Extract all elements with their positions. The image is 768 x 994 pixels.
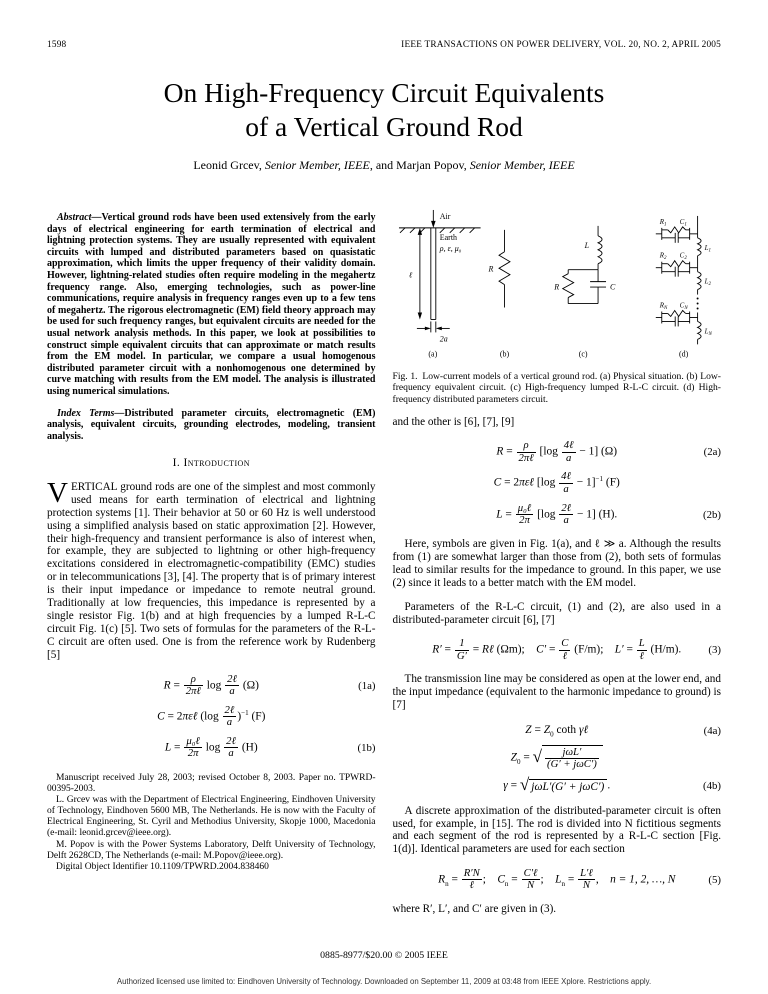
earth-label: Earth: [439, 232, 457, 242]
paper-title-line-1: On High-Frequency Circuit Equivalents: [163, 77, 605, 108]
authors-line: [47, 158, 721, 173]
author-1-sep: ,: [258, 158, 265, 173]
equation-group-2: [393, 440, 722, 526]
equation-group-4: [393, 724, 722, 794]
footnote-author-2: M. Popov is with the Power Systems Laboratory, Delft University of Technology, Delft 2628CD, The Netherlands (e-mail: M.Popov@ieee.org).: [47, 839, 376, 861]
soil-parameters-label: ρ, ε, μ₀: [439, 243, 461, 253]
paragraph-transmission-line: The transmission line may be considered as open at the lower end, and the input impedance (equivalent to the harmonic impedance to ground) is [7]: [392, 673, 721, 712]
subfigure-d-drawing: [655, 216, 700, 344]
inductor-c-label: L: [584, 240, 589, 250]
page-content: [47, 40, 721, 927]
equation-1b-body: L = $\frac{\text{μ₀ℓ}}{2\pi}$ log $\frac{\text{2ℓ}}{a}$ (H): [164, 734, 258, 760]
figure-caption-label: Fig. 1.: [392, 370, 418, 382]
index-terms: [47, 408, 376, 443]
paragraph-here-symbols: Here, symbols are given in Fig. 1(a), and ℓ ≫ a. Although the results from (1) are somewhat larger than those from (2), both sets of formulas lead to similar results for the impedance to ground. In this paper, we use (2) since it leads to a better match with the EM model.: [392, 537, 721, 589]
equation-2b: [393, 503, 722, 527]
equation-1a-tag: (1a): [358, 679, 376, 692]
running-header: [47, 40, 721, 50]
equation-4a-body: $Z = Z_0$ coth γℓ: [525, 723, 589, 738]
two-column-body: [47, 202, 721, 927]
capacitor-c-label: C: [609, 282, 615, 292]
resistor-b-label: R: [488, 264, 493, 274]
inductor-2-label: $L_2$: [704, 277, 711, 288]
first-page-footnotes: [47, 773, 376, 873]
subfigure-b-label: (b): [499, 349, 509, 359]
equation-1-c-body: C = 2πεℓ (log $\frac{\text{2ℓ}}{a}$ )$^{-1}$ (F): [157, 703, 266, 729]
rod-diameter-label: 2a: [439, 334, 448, 344]
capacitor-2-label: $C_2$: [679, 251, 687, 262]
footnote-doi: Digital Object Identifier 10.1109/TPWRD.2004.838460: [56, 861, 269, 872]
equation-group-1: [47, 674, 376, 760]
equation-1a-body: R = $\frac{\rho}{\text{2πℓ}}$ log $\frac{\text{2ℓ}}{a}$ (Ω): [163, 672, 259, 698]
capacitor-1-label: $C_1$: [679, 217, 687, 228]
left-column: [47, 202, 376, 927]
equation-1b: [47, 736, 376, 760]
equation-2-c-body: C = 2πεℓ [log $\frac{\text{4ℓ}}{a}$ − 1]$^{-1}$ (F): [493, 470, 620, 495]
paragraph-discrete-approximation: A discrete approximation of the distributed-parameter circuit is often used, for example, in [15]. The rod is divided into N fictitious segments and each segment of the rod is represented by a R-L-C section [Fig. 1(d)]. Identical parameters are used for each section: [392, 804, 721, 856]
equation-2a-tag: (2a): [703, 446, 721, 459]
air-label: Air: [439, 212, 450, 222]
abstract-label: Abstract—: [57, 212, 102, 224]
paragraph-where: where R′, L′, and C′ are given in (3).: [392, 902, 557, 915]
page-number: 1598: [47, 40, 67, 50]
equation-5: [393, 868, 722, 892]
section-heading-introduction: I. Introduction: [172, 456, 250, 470]
author-1-name: Leonid Grcev: [193, 158, 259, 173]
paragraph-other-formulas: and the other is [6], [7], [9]: [392, 416, 515, 429]
intro-text: ERTICAL ground rods are one of the simplest and most commonly used means for earth termination of electrical and lightning protection systems [1]. Their behavior at 50 or 60 Hz is well understood using a simplified analysis based on static approximation [2]. However, their high-frequency and transient performance is also of interest when, for example, they are subjected to lightning or other high-frequency excitations considered in electromagnetic-compatibility (EMC) studies or in telecommunications [3], [4]. The property that is of primary interest is their input impedance or impedance to remote neutral ground. Traditionally at low frequencies, this impedance is represented by a single resistor Fig. 1(b) and at high frequencies by a lumped R-L-C circuit Fig. 1(c) [5]. Two sets of formulas for the parameters of the R-L-C circuit are often used. One is from the reference work by Rudenberg [5]: [47, 480, 376, 662]
paragraph-parameters: Parameters of the R-L-C circuit, (1) and (2), are also used in a distributed-parameter circuit [6], [7]: [392, 600, 721, 626]
equation-4b-gamma-body: γ = √ jωL′(G′ + jωC′) .: [503, 774, 611, 794]
equation-2b-body: L = $\frac{\text{μ₀ℓ}}{2\pi}$ [log $\frac{\text{2ℓ}}{a}$ − 1] (H).: [496, 501, 618, 527]
equation-1a: [47, 674, 376, 698]
equation-3-tag: (3): [708, 644, 721, 657]
equation-2a: [393, 440, 722, 464]
equation-4a-tag: (4a): [703, 724, 721, 737]
journal-title: IEEE TRANSACTIONS ON POWER DELIVERY, VOL. 20, NO. 2, APRIL 2005: [401, 40, 721, 50]
footnote-manuscript: Manuscript received July 28, 2003; revised October 8, 2003. Paper no. TPWRD-00395-2003.: [47, 772, 376, 795]
equation-4b-gamma-tag: (4b): [703, 779, 721, 792]
resistor-n-label: $R_N$: [659, 301, 667, 312]
subfigure-c-label: (c): [578, 349, 588, 359]
figure-caption-text: Low-current models of a vertical ground rod. (a) Physical situation. (b) Low-frequency equivalent circuit. (c) High-frequency lumped R-L-C circuit. (d) High-frequency distributed parameters circuit.: [392, 370, 721, 405]
author-2-sep: ,: [463, 158, 470, 173]
subfigure-d-label: (d): [678, 349, 688, 359]
resistor-2-label: $R_2$: [659, 251, 667, 262]
footnote-author-1: L. Grcev was with the Department of Electrical Engineering, Eindhoven University of Technology, Eindhoven 5600 MB, The Netherlands. He is now with the Faculty of Electrical Engineering, St. Cyril and Methodius University, Skopje 1000, Macedonia (e-mail: leonid.grcev@ieee.org).: [47, 795, 376, 839]
author-2-membership: Senior Member, IEEE: [469, 158, 575, 173]
equation-5-body: $R_n$ = $\frac{R'N}{\text{ℓ}}$ ; $C_n$ = $\frac{\text{C′ℓ}}{N}$ ; $L_n$ = $\frac{\text{L′ℓ}}{N}$ , n = 1, 2, …, N: [438, 866, 676, 892]
equation-1-c: [47, 705, 376, 729]
equation-3: [393, 638, 722, 662]
inductor-n-label: $L_N$: [704, 327, 712, 337]
subfigure-b-drawing: [499, 230, 510, 308]
equation-5-tag: (5): [708, 873, 721, 886]
index-terms-text: Distributed parameter circuits, electromagnetic (EM) analysis, equivalent circuits, grounding electrodes, modeling, transient analysis.: [47, 407, 376, 442]
author-2-name: Marjan Popov: [396, 158, 464, 173]
equation-4b-gamma: [393, 774, 722, 794]
capacitor-n-label: $C_N$: [679, 301, 688, 312]
intro-paragraph: [47, 476, 376, 663]
equation-1b-tag: (1b): [357, 741, 376, 754]
equation-4b-z0: [393, 745, 722, 771]
resistor-c-label: R: [553, 282, 559, 292]
subfigure-c-drawing: [562, 226, 605, 304]
copyright-footer: 0885-8977/$20.00 © 2005 IEEE: [320, 950, 448, 961]
drop-cap: V: [47, 476, 68, 509]
figure-1-image: [393, 202, 722, 361]
resistor-1-label: $R_1$: [659, 217, 667, 228]
abstract-text: Vertical ground rods have been used extensively from the early days of electrical engineering for earth termination of electrical and lightning protection systems. They are usually represented with equivalent circuits with lumped and distributed parameters based on quasistatic approximation, which limits the upper frequency of their validity domain. However, lightning-related studies often require modeling in the megahertz frequency range. Also, emerging technologies, such as power-line communications, require analysis in frequency ranges even up to a few tens of megahertz. The rigorous electromagnetic (EM) field theory approach may be used for such frequency ranges, but equivalent circuits are needed for the usual network analysis methods. In this paper, we look at possibilities to construct simple equivalent circuits that can approximate or match results from the EM model. In particular, we compare a usual homogenous distributed parameter circuit with a nonhomogenous one determined by curve matching with results from the EM model. The analysis is illustrated using numerical simulations.: [47, 212, 376, 397]
equation-2b-tag: (2b): [703, 508, 721, 521]
rod-length-label: ℓ: [408, 270, 412, 280]
abstract: [47, 212, 376, 398]
equation-4b-z0-body: $Z_0$ = √ $\frac{\text{jωL′}}{\text{(G′ + jωC′)}}$: [423, 745, 692, 771]
paper-title-line-2: of a Vertical Ground Rod: [245, 110, 523, 142]
equation-3-body: R′ = $\frac{1}{G'}$ = Rℓ (Ωm); C′ = $\frac{C}{\text{ℓ}}$ (F/m); L′ = $\frac{L}{\text{ℓ}}$ (H/m).: [432, 637, 682, 662]
license-notice: Authorized licensed use limited to: Eindhoven University of Technology. Downloaded on September 11, 2009 at 03:48 from IEEE Xplore. Restrictions apply.: [116, 977, 652, 986]
author-1-membership: Senior Member, IEEE: [264, 158, 370, 173]
paper-title: [47, 76, 721, 143]
inductor-1-label: $L_1$: [704, 243, 711, 254]
equation-2a-body: R = $\frac{\rho}{\text{2πℓ}}$ [log $\frac{\text{4ℓ}}{a}$ − 1] (Ω): [496, 439, 618, 464]
equation-4a: [393, 724, 722, 738]
subfigure-a-label: (a): [427, 349, 437, 359]
index-terms-label: Index Terms—: [57, 407, 125, 419]
equation-2-c: [393, 471, 722, 495]
right-column: [393, 202, 722, 927]
authors-conjunction: , and: [369, 158, 397, 173]
figure-1-caption: [393, 371, 722, 405]
